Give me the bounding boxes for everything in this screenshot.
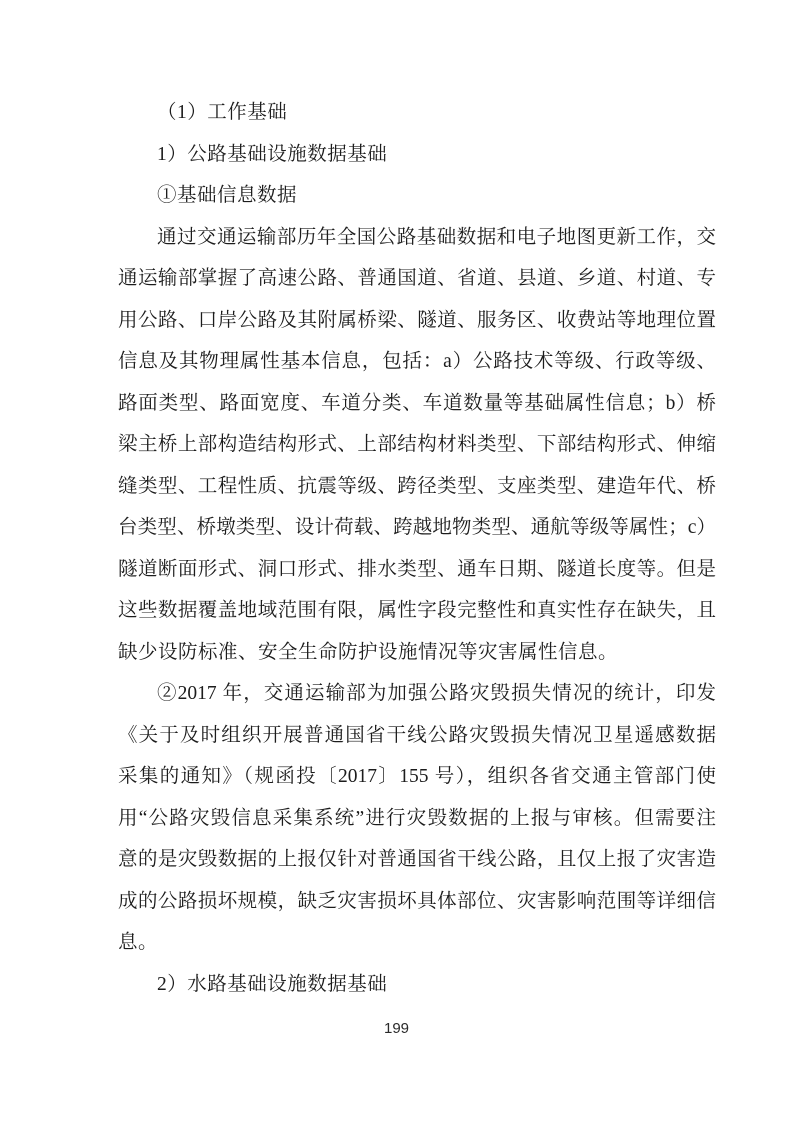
heading-line: ①基础信息数据 xyxy=(157,185,298,206)
body-line: 隧道断面形式、洞口形式、排水类型、通车日期、隧道长度等。但是 xyxy=(118,558,716,580)
heading-line: 1）公路基础设施数据基础 xyxy=(157,143,388,165)
body-line: ②2017 年，交通运输部为加强公路灾毁损失情况的统计，印发 xyxy=(157,683,716,704)
body-line: 用公路、口岸公路及其附属桥梁、隧道、服务区、收费站等地理位置 xyxy=(118,309,716,331)
body-line: 意的是灾毁数据的上报仅针对普通国省干线公路，且仅上报了灾害造 xyxy=(118,849,716,870)
body-line: 缺少设防标准、安全生命防护设施情况等灾害属性信息。 xyxy=(118,641,619,663)
document-body xyxy=(118,92,716,1005)
body-line: 缝类型、工程性质、抗震等级、跨径类型、支座类型、建造年代、桥 xyxy=(118,475,716,497)
body-line: 用“公路灾毁信息采集系统”进行灾毁数据的上报与审核。但需要注 xyxy=(118,807,716,829)
body-line: 这些数据覆盖地域范围有限，属性字段完整性和真实性存在缺失，且 xyxy=(118,600,716,621)
body-line: 通运输部掌握了高速公路、普通国道、省道、县道、乡道、村道、专 xyxy=(118,268,716,289)
heading-line: 2）水路基础设施数据基础 xyxy=(157,973,388,995)
page-number: 199 xyxy=(383,1020,410,1037)
body-line: 台类型、桥墩类型、设计荷载、跨越地物类型、通航等级等属性；c） xyxy=(118,517,716,538)
body-line: 梁主桥上部构造结构形式、上部结构材料类型、下部结构形式、伸缩 xyxy=(118,434,716,455)
heading-line: （1）工作基础 xyxy=(157,102,288,123)
body-line: 《关于及时组织开展普通国省干线公路灾毁损失情况卫星遥感数据 xyxy=(118,724,716,746)
body-line: 采集的通知》（规函投〔2017〕155 号），组织各省交通主管部门使 xyxy=(118,766,716,787)
body-line: 通过交通运输部历年全国公路基础数据和电子地图更新工作，交 xyxy=(157,226,716,248)
body-line: 息。 xyxy=(118,932,159,953)
body-line: 路面类型、路面宽度、车道分类、车道数量等基础属性信息；b）桥 xyxy=(118,392,716,414)
body-line: 成的公路损坏规模，缺乏灾害损坏具体部位、灾害影响范围等详细信 xyxy=(118,890,716,912)
body-line: 信息及其物理属性基本信息，包括：a）公路技术等级、行政等级、 xyxy=(118,351,716,372)
